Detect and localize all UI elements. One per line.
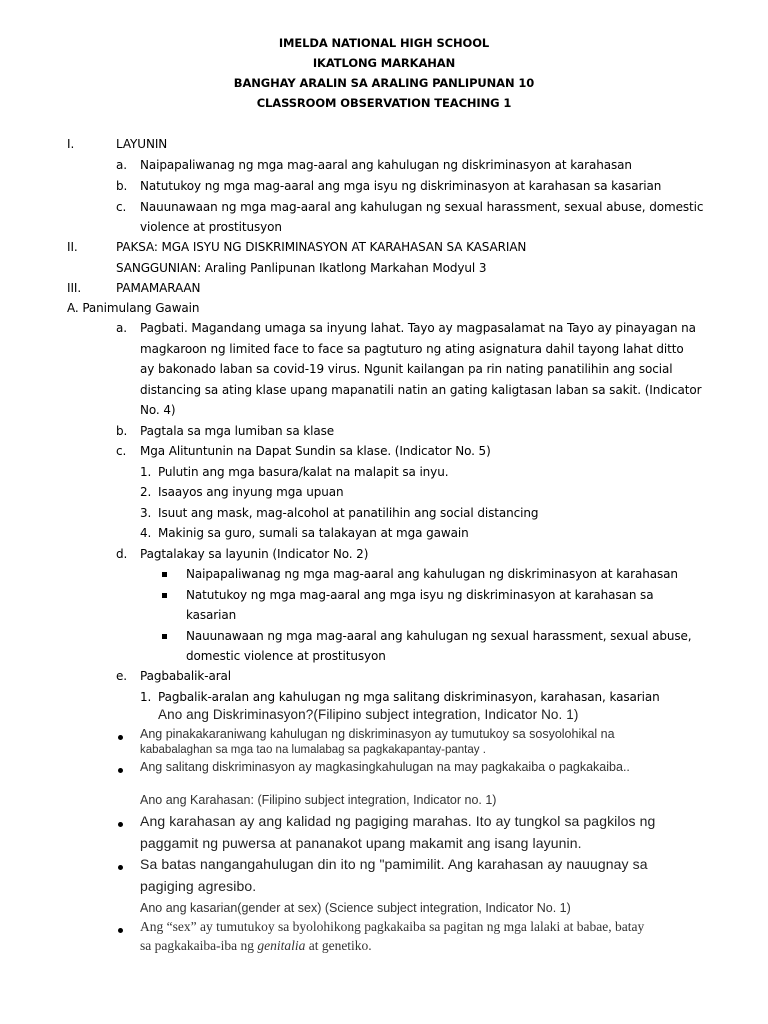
objective-c-text-cont: violence at prostitusyon — [140, 220, 282, 234]
objective-b-marker: b. — [116, 179, 128, 193]
step-d-marker: d. — [116, 547, 128, 561]
class-rules-title: Mga Alituntunin na Dapat Sundin sa klase. (Indicator No. 5) — [140, 444, 491, 458]
step-e-marker: e. — [116, 669, 127, 683]
greeting-line-1: Pagbati. Magandang umaga sa inyung lahat. Tayo ay magpasalamat na Tayo ay pinayagan na — [140, 321, 696, 335]
part-a-label: A. Panimulang Gawain — [67, 301, 200, 315]
section-1-title: LAYUNIN — [116, 137, 168, 151]
discussion-bullet-2: Natutukoy ng mga mag-aaral ang mga isyu ng diskriminasyon at karahasan sa — [186, 588, 654, 602]
review-sub-number: 1. — [140, 690, 152, 704]
question-karahasan: Ano ang Karahasan: (Filipino subject integration, Indicator no. 1) — [140, 793, 497, 807]
step-a-marker: a. — [116, 321, 127, 335]
round-bullet-icon — [118, 865, 123, 870]
section-3-number: III. — [67, 281, 82, 295]
greeting-line-4: distancing sa ating klase upang mapanatili natin an gating kaligtasan laban sa sakit. (Indicator — [140, 383, 702, 397]
greeting-line-2: magkaroon ng limited face to face sa pagtuturo ng ating asignatura dahil tayong lahat ditto — [140, 342, 684, 356]
diskriminasyon-def-1-cont: kababalaghan sa mga tao na lumalabag sa pagkakapantay-pantay . — [140, 744, 486, 756]
square-bullet-icon — [162, 634, 167, 639]
greeting-line-5: No. 4) — [140, 403, 176, 417]
objective-c-text: Nauunawaan ng mga mag-aaral ang kahulugan ng sexual harassment, sexual abuse, domestic — [140, 200, 704, 214]
round-bullet-icon — [118, 822, 123, 827]
observation-title: CLASSROOM OBSERVATION TEACHING 1 — [256, 96, 512, 110]
reference-source: SANGGUNIAN: Araling Panlipunan Ikatlong Markahan Modyul 3 — [116, 261, 487, 275]
discussion-bullet-3: Nauunawaan ng mga mag-aaral ang kahulugan ng sexual harassment, sexual abuse, — [186, 629, 692, 643]
discussion-bullet-3-cont: domestic violence at prostitusyon — [186, 649, 386, 663]
section-3-title: PAMAMARAAN — [116, 281, 201, 295]
kasarian-def-1-cont — [140, 938, 372, 954]
karahasan-def-1-cont: paggamit ng puwersa at pananakot upang makamit ang isang layunin. — [140, 835, 582, 851]
section-1-number: I. — [67, 137, 75, 151]
question-kasarian: Ano ang kasarian(gender at sex) (Science subject integration, Indicator No. 1) — [140, 901, 571, 915]
quarter-title: IKATLONG MARKAHAN — [312, 56, 456, 70]
question-diskriminasyon: Ano ang Diskriminasyon?(Filipino subject integration, Indicator No. 1) — [158, 707, 579, 722]
rule-4-text: Makinig sa guro, sumali sa talakayan at mga gawain — [158, 526, 469, 540]
karahasan-def-2-cont: pagiging agresibo. — [140, 878, 257, 894]
rule-2-text: Isaayos ang inyung mga upuan — [158, 485, 344, 499]
square-bullet-icon — [162, 593, 167, 598]
karahasan-def-2: Sa batas nangangahulugan din ito ng "pamimilit. Ang karahasan ay nauugnay sa — [140, 856, 648, 872]
rule-1-text: Pulutin ang mga basura/kalat na malapit sa inyu. — [158, 465, 449, 479]
greeting-line-3: ay bakonado laban sa covid-19 virus. Ngunit kailangan pa rin nating panatilihin ang social — [140, 362, 673, 376]
rule-2-number: 2. — [140, 485, 152, 499]
attendance-text: Pagtala sa mga lumiban sa klase — [140, 424, 335, 438]
discussion-bullet-1: Naipapaliwanag ng mga mag-aaral ang kahulugan ng diskriminasyon at karahasan — [186, 567, 678, 581]
school-name: IMELDA NATIONAL HIGH SCHOOL — [278, 36, 490, 50]
section-2-number: II. — [67, 240, 78, 254]
kasarian-def-1: Ang “sex” ay tumutukoy sa byolohikong pagkakaiba sa pagitan ng mga lalaki at babae, batay — [140, 919, 645, 934]
square-bullet-icon — [162, 572, 167, 577]
review-sub-text: Pagbalik-aralan ang kahulugan ng mga salitang diskriminasyon, karahasan, kasarian — [158, 690, 660, 704]
objective-discussion-title: Pagtalakay sa layunin (Indicator No. 2) — [140, 547, 369, 561]
review-title: Pagbabalik-aral — [140, 669, 232, 683]
diskriminasyon-def-1: Ang pinakakaraniwang kahulugan ng diskriminasyon ay tumutukoy sa sosyolohikal na — [140, 727, 615, 741]
section-2-title: PAKSA: MGA ISYU NG DISKRIMINASYON AT KARAHASAN SA KASARIAN — [116, 240, 527, 254]
objective-c-marker: c. — [116, 200, 127, 214]
step-b-marker: b. — [116, 424, 128, 438]
objective-a-text: Naipapaliwanag ng mga mag-aaral ang kahulugan ng diskriminasyon at karahasan — [140, 158, 632, 172]
step-c-marker: c. — [116, 444, 127, 458]
round-bullet-icon — [118, 735, 123, 740]
objective-b-text: Natutukoy ng mga mag-aaral ang mga isyu ng diskriminasyon at karahasan sa kasarian — [140, 179, 662, 193]
kasarian-def-1-cont-em: genitalia — [257, 938, 306, 953]
round-bullet-icon — [118, 928, 123, 933]
kasarian-def-1-cont-pre: sa pagkakaiba-iba ng — [140, 938, 258, 953]
lesson-plan-title: BANGHAY ARALIN SA ARALING PANLIPUNAN 10 — [233, 76, 535, 90]
diskriminasyon-def-2: Ang salitang diskriminasyon ay magkasingkahulugan na may pagkakaiba o pagkakaiba.. — [140, 760, 630, 774]
karahasan-def-1: Ang karahasan ay ang kalidad ng pagiging marahas. Ito ay tungkol sa pagkilos ng — [140, 813, 656, 829]
round-bullet-icon — [118, 768, 123, 773]
rule-3-number: 3. — [140, 506, 152, 520]
objective-a-marker: a. — [116, 158, 127, 172]
rule-4-number: 4. — [140, 526, 152, 540]
rule-1-number: 1. — [140, 465, 152, 479]
rule-3-text: Isuut ang mask, mag-alcohol at panatilihin ang social distancing — [158, 506, 539, 520]
kasarian-def-1-cont-post: at genetiko. — [305, 938, 372, 953]
discussion-bullet-2-cont: kasarian — [186, 608, 237, 622]
